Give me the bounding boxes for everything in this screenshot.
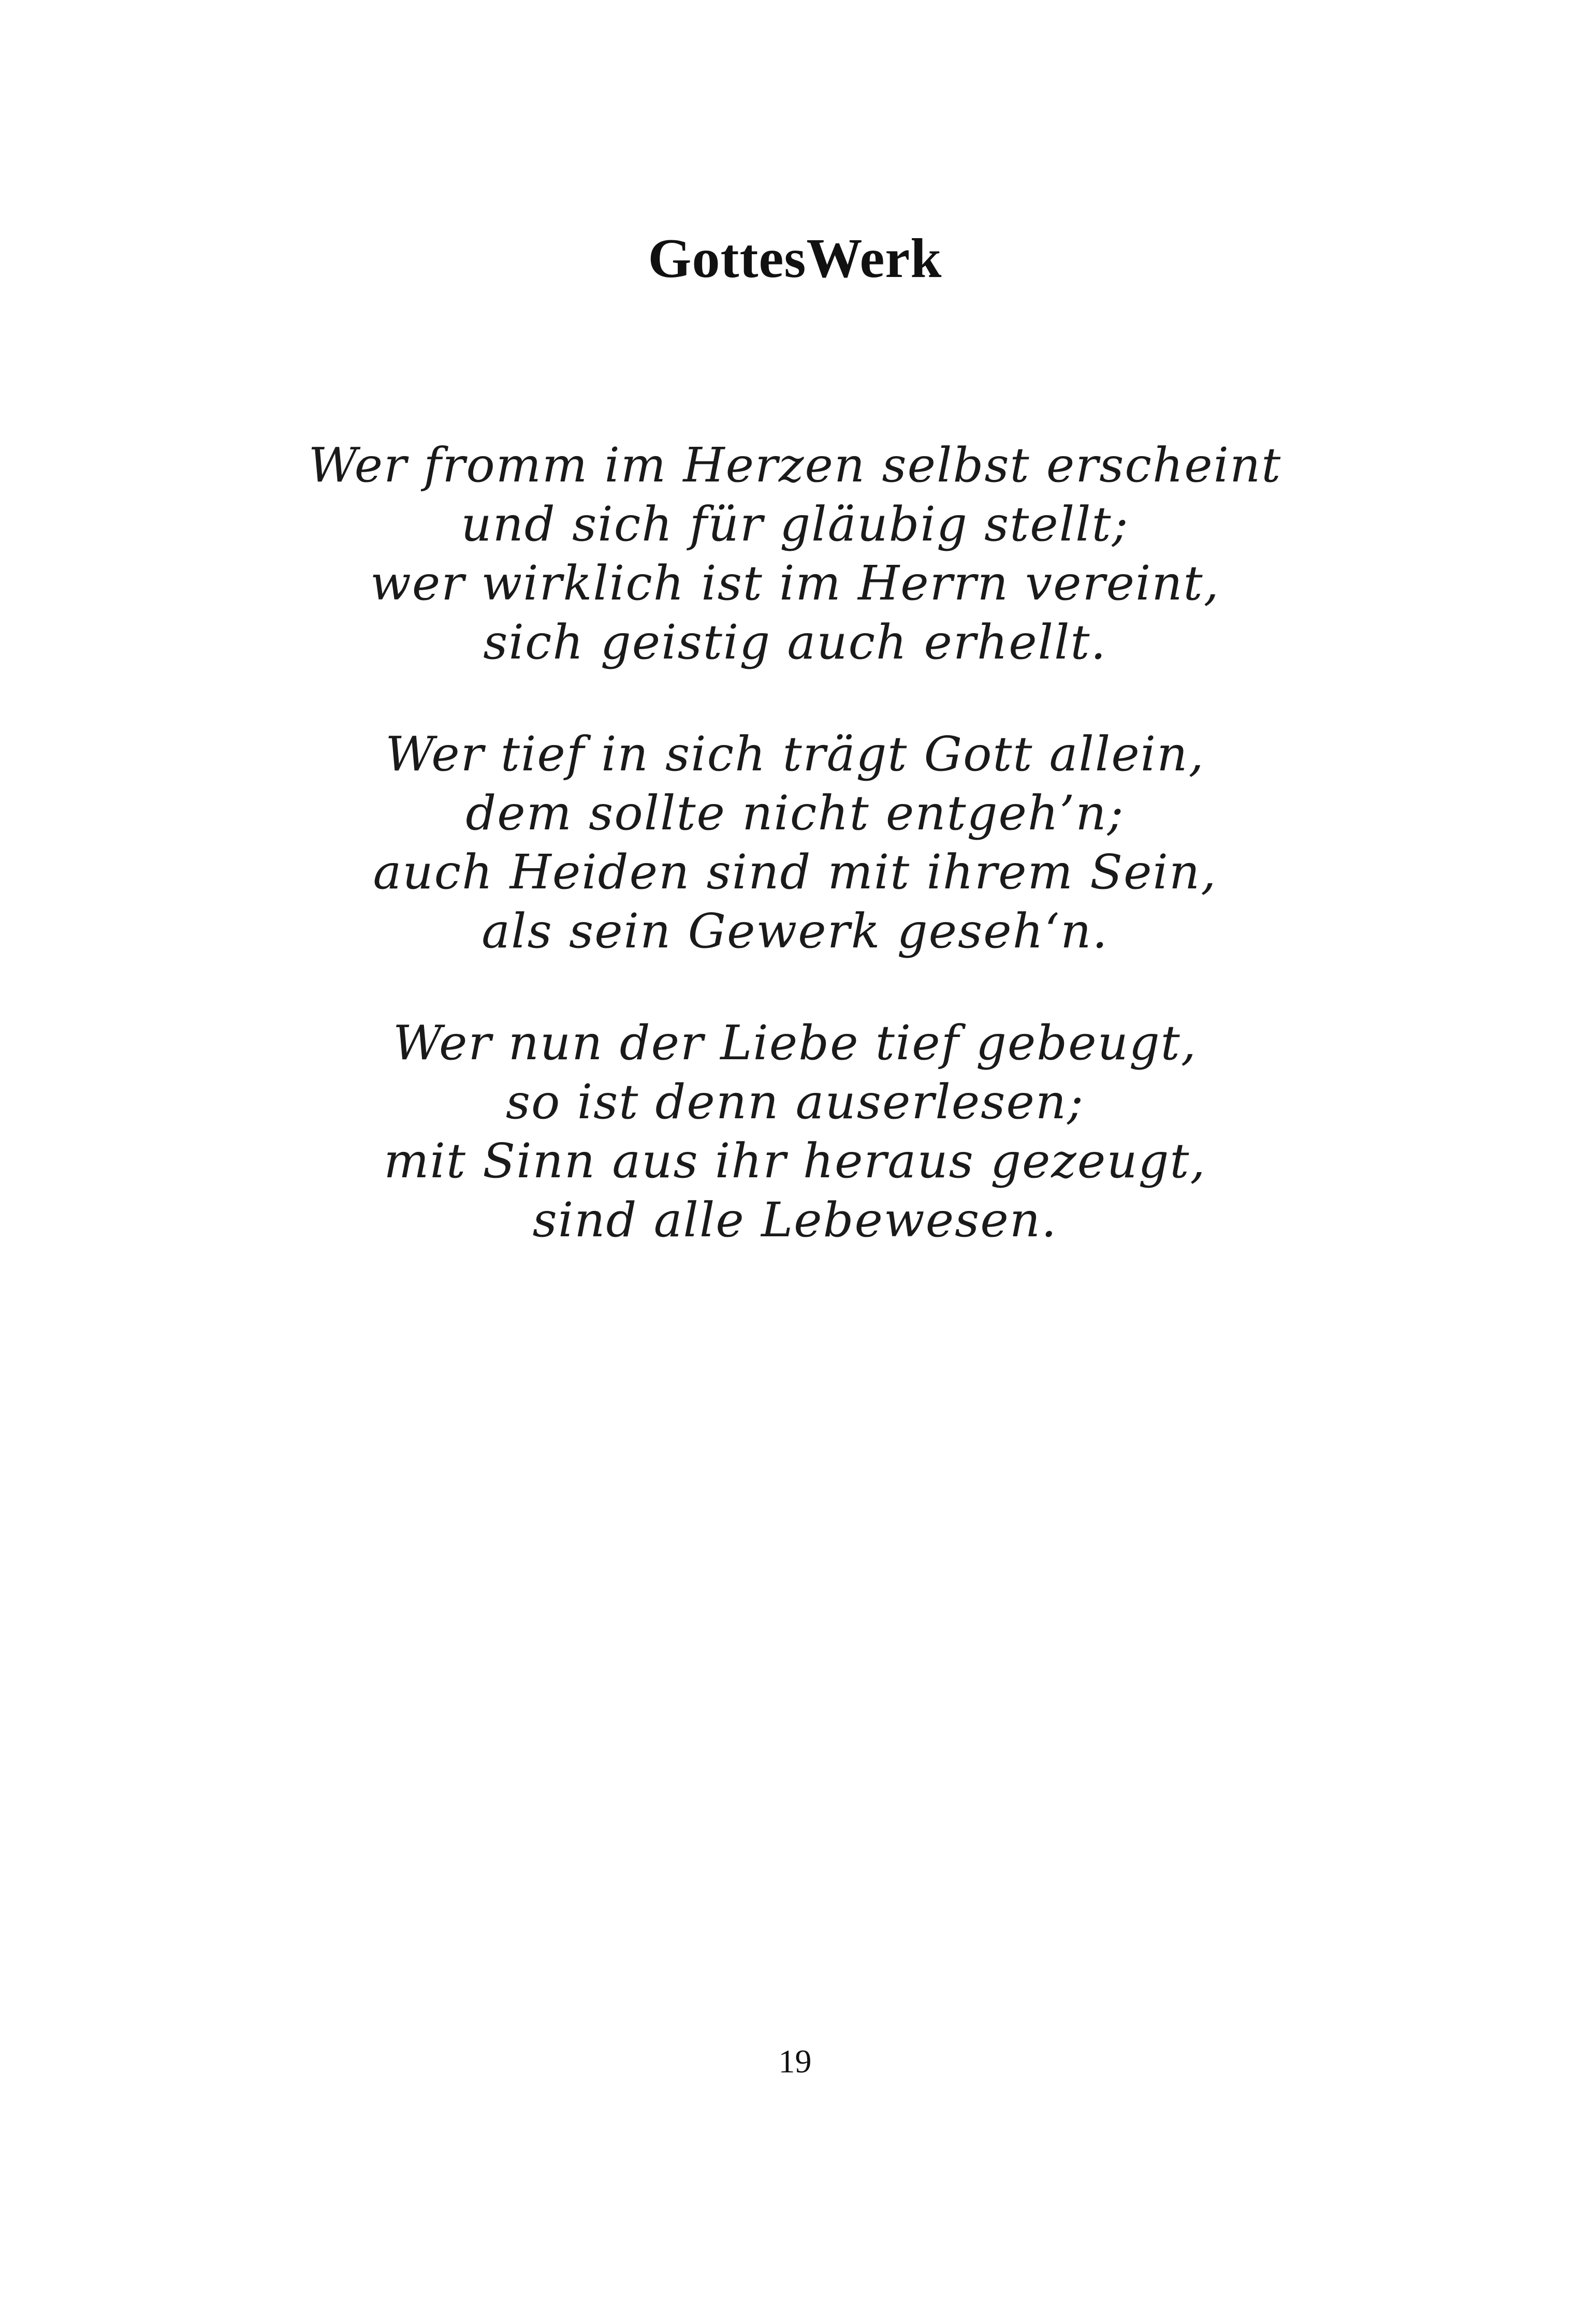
verse-line: sich geistig auch erhellt. <box>483 615 1107 670</box>
stanza-1 <box>0 436 1590 672</box>
stanza-2 <box>0 725 1590 961</box>
page-number: 19 <box>778 2043 812 2080</box>
verse-line: und sich für gläubig stellt; <box>461 496 1129 552</box>
verse-line: sind alle Lebewesen. <box>532 1192 1058 1248</box>
verse-line: Wer fromm im Herzen selbst erscheint <box>308 437 1282 493</box>
verse-line: als sein Gewerk geseh‘n. <box>482 903 1108 959</box>
verse-line: dem sollte nicht entgeh’n; <box>465 785 1125 841</box>
verse-line: Wer tief in sich trägt Gott allein, <box>385 726 1205 782</box>
verse-line: auch Heiden sind mit ihrem Sein, <box>373 844 1217 900</box>
poem-title: GottesWerk <box>648 228 942 289</box>
verse-line: mit Sinn aus ihr heraus gezeugt, <box>384 1133 1206 1189</box>
verse-line: Wer nun der Liebe tief gebeugt, <box>392 1015 1197 1071</box>
verse-line: wer wirklich ist im Herrn vereint, <box>370 556 1220 611</box>
stanza-3 <box>0 1014 1590 1250</box>
verse-line: so ist denn auserlesen; <box>505 1074 1085 1130</box>
